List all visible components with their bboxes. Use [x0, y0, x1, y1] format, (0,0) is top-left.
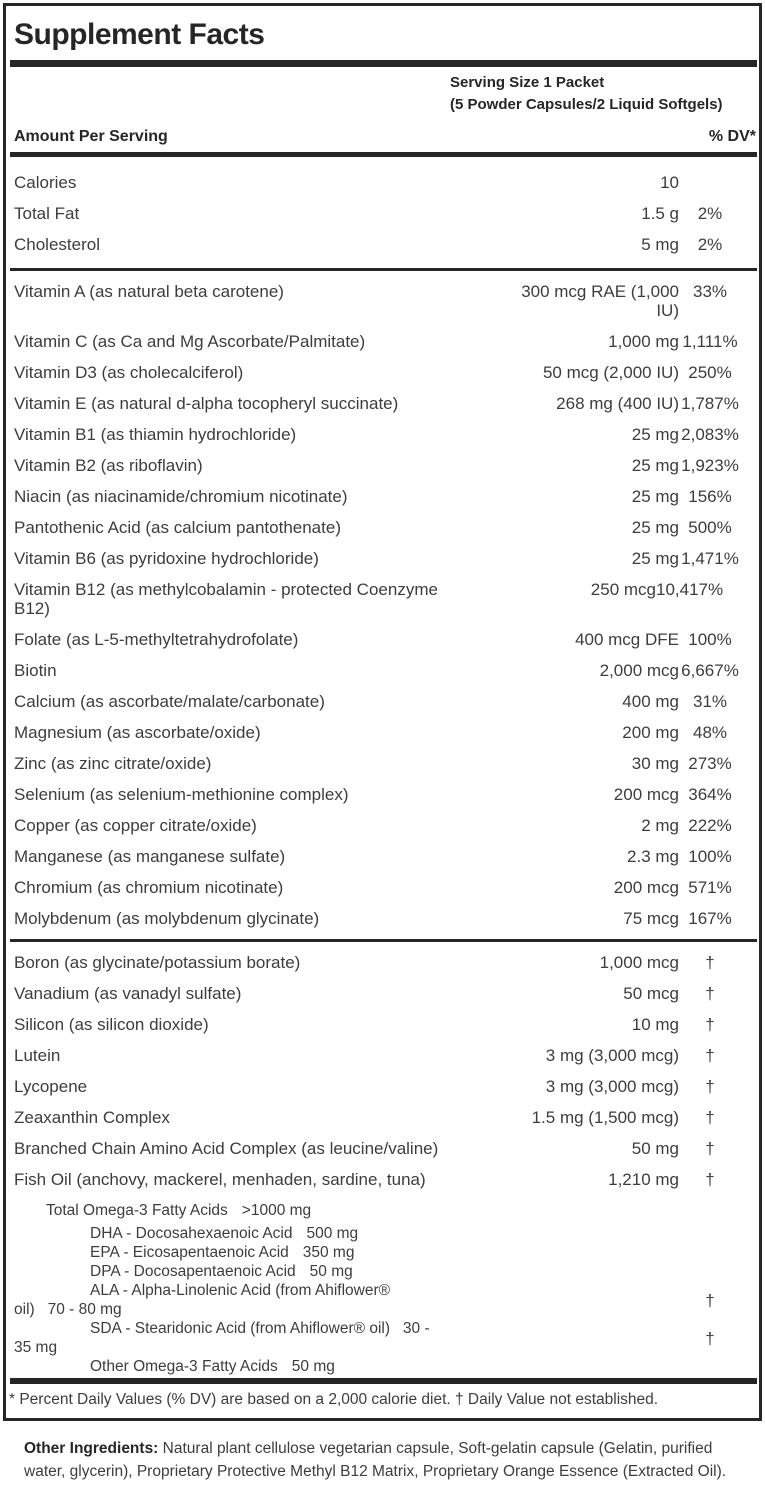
- nutrient-name: Vitamin B1 (as thiamin hydrochloride): [14, 425, 297, 444]
- nutrient-dv: 364%: [688, 785, 732, 804]
- nutrient-name: Vanadium (as vanadyl sulfate): [14, 984, 242, 1003]
- nutrient-name: Branched Chain Amino Acid Complex (as leucine/valine): [14, 1139, 439, 1158]
- table-row: [6, 326, 759, 357]
- divider-thick-top: [10, 60, 757, 67]
- nutrient-name: Biotin: [14, 661, 57, 680]
- omega3-item-row: [8, 1243, 741, 1262]
- table-row: [6, 481, 759, 512]
- nutrient-name: Zeaxanthin Complex: [14, 1108, 170, 1127]
- table-row: [6, 1164, 759, 1195]
- nutrient-amount: 50 mg: [631, 1139, 679, 1158]
- nutrient-name: Calcium (as ascorbate/malate/carbonate): [14, 692, 325, 711]
- table-row: [6, 198, 759, 229]
- nutrient-amount: 1,000 mcg: [599, 953, 679, 972]
- nutrient-dv: 2,083%: [681, 425, 739, 444]
- omega3-item-name: DPA - Docosapentaenoic Acid: [90, 1263, 296, 1280]
- nutrient-amount: 25 mg: [631, 425, 679, 444]
- omega3-ala-line1: ALA - Alpha-Linolenic Acid (from Ahiflower®: [90, 1282, 391, 1299]
- nutrient-dv: 273%: [688, 754, 732, 773]
- nutrient-dv: 2%: [697, 235, 723, 254]
- table-row: [6, 574, 759, 624]
- nutrient-dv: 100%: [688, 630, 732, 649]
- nutrient-name: Manganese (as manganese sulfate): [14, 847, 286, 866]
- nutrient-amount: 1,210 mg: [608, 1170, 679, 1189]
- omega3-total-row: [8, 1197, 741, 1224]
- nutrient-dv: 2%: [697, 204, 723, 223]
- nutrient-amount: 2,000 mcg: [599, 661, 679, 680]
- nutrient-name: Magnesium (as ascorbate/oxide): [14, 723, 261, 742]
- dv-footnote: * Percent Daily Values (% DV) are based on a 2,000 calorie diet. † Daily Value not established.: [9, 1391, 659, 1408]
- table-row: [6, 841, 759, 872]
- nutrient-dv: 100%: [688, 847, 732, 866]
- nutrient-amount: 75 mcg: [623, 909, 679, 928]
- table-row: [6, 276, 759, 326]
- nutrient-amount: 2.3 mg: [627, 847, 679, 866]
- table-row: [6, 357, 759, 388]
- macros-section: [6, 157, 759, 268]
- nutrient-amount: 400 mcg DFE: [575, 630, 679, 649]
- table-row: [6, 543, 759, 574]
- supplement-facts-panel: [3, 3, 762, 1421]
- nutrient-dv: 1,471%: [681, 549, 739, 568]
- no-dv-section: [6, 942, 759, 1195]
- nutrient-amount: 25 mg: [631, 487, 679, 506]
- omega3-ala-line2: oil) 70 - 80 mg: [14, 1301, 122, 1318]
- omega3-item-name: Other Omega-3 Fatty Acids: [90, 1358, 278, 1375]
- table-row: [6, 872, 759, 903]
- nutrient-dv: 167%: [688, 909, 732, 928]
- nutrient-dv: †: [705, 1170, 715, 1189]
- nutrient-dv: 1,787%: [681, 394, 739, 413]
- table-row: [6, 810, 759, 841]
- nutrient-name: Cholesterol: [14, 235, 100, 254]
- percent-dv-header: % DV*: [708, 128, 756, 145]
- table-row: [6, 686, 759, 717]
- nutrient-name: Total Fat: [14, 204, 80, 223]
- nutrient-name: Lycopene: [14, 1077, 88, 1096]
- nutrient-amount: 1,000 mg: [608, 332, 679, 351]
- nutrient-amount: 200 mcg: [613, 878, 679, 897]
- nutrient-name: Vitamin B12 (as methylcobalamin - protected Coenzyme B12): [14, 580, 438, 618]
- omega3-item-row: [8, 1224, 741, 1243]
- omega3-sda-row: [8, 1319, 741, 1357]
- nutrient-amount: 200 mcg: [613, 785, 679, 804]
- nutrient-amount: 3 mg (3,000 mcg): [545, 1046, 679, 1065]
- nutrient-name: Copper (as copper citrate/oxide): [14, 816, 257, 835]
- nutrient-name: Boron (as glycinate/potassium borate): [14, 953, 301, 972]
- omega3-item-amount: 500 mg: [306, 1225, 359, 1242]
- nutrient-amount: 2 mg: [641, 816, 679, 835]
- nutrient-name: Zinc (as zinc citrate/oxide): [14, 754, 212, 773]
- omega3-item-row: [8, 1262, 741, 1281]
- nutrient-name: Vitamin E (as natural d-alpha tocopheryl succinate): [14, 394, 399, 413]
- nutrient-dv: 250%: [688, 363, 732, 382]
- serving-size-block: [450, 67, 759, 119]
- table-row: [6, 947, 759, 978]
- omega3-sda-line2: 35 mg: [14, 1339, 58, 1356]
- nutrient-dv: 48%: [692, 723, 728, 742]
- nutrient-name: Vitamin C (as Ca and Mg Ascorbate/Palmitate): [14, 332, 366, 351]
- omega3-item-amount: 50 mg: [309, 1263, 353, 1280]
- nutrient-amount: 1.5 mg (1,500 mcg): [531, 1108, 679, 1127]
- nutrient-dv: 1,111%: [682, 332, 738, 351]
- nutrient-name: Fish Oil (anchovy, mackerel, menhaden, sardine, tuna): [14, 1170, 426, 1189]
- serving-size-line2: (5 Powder Capsules/2 Liquid Softgels): [450, 96, 723, 113]
- other-ingredients-label: Other Ingredients:: [24, 1440, 159, 1457]
- nutrient-amount: 25 mg: [631, 549, 679, 568]
- nutrient-amount: 400 mg: [622, 692, 679, 711]
- panel-title: Supplement Facts: [14, 18, 265, 51]
- nutrient-dv: †: [705, 1015, 715, 1034]
- nutrient-name: Niacin (as niacinamide/chromium nicotinate): [14, 487, 348, 506]
- table-row: [6, 167, 759, 198]
- table-row: [6, 717, 759, 748]
- nutrient-name: Vitamin D3 (as cholecalciferol): [14, 363, 244, 382]
- nutrient-name: Selenium (as selenium-methionine complex): [14, 785, 349, 804]
- nutrient-name: Pantothenic Acid (as calcium pantothenate): [14, 518, 341, 537]
- nutrient-amount: 300 mcg RAE (1,000 IU): [521, 282, 679, 320]
- nutrient-name: Vitamin A (as natural beta carotene): [14, 282, 284, 301]
- nutrient-name: Chromium (as chromium nicotinate): [14, 878, 284, 897]
- nutrient-amount: 10: [660, 173, 679, 192]
- omega3-total-label: Total Omega-3 Fatty Acids: [46, 1202, 228, 1219]
- table-row: [6, 1009, 759, 1040]
- omega3-item-row: [8, 1357, 741, 1376]
- table-row: [6, 903, 759, 934]
- nutrient-dv: 222%: [688, 816, 732, 835]
- omega3-item-amount: 50 mg: [291, 1358, 335, 1375]
- omega3-ala-row: [8, 1281, 741, 1319]
- nutrient-dv: †: [705, 1108, 715, 1127]
- nutrient-name: Vitamin B6 (as pyridoxine hydrochloride): [14, 549, 319, 568]
- table-row: [6, 388, 759, 419]
- nutrient-name: Molybdenum (as molybdenum glycinate): [14, 909, 320, 928]
- nutrient-amount: 50 mcg (2,000 IU): [542, 363, 679, 382]
- nutrient-name: Vitamin B2 (as riboflavin): [14, 456, 203, 475]
- nutrient-amount: 250 mcg: [590, 580, 656, 599]
- nutrient-dv: 31%: [692, 692, 728, 711]
- omega3-item-name: EPA - Eicosapentaenoic Acid: [90, 1244, 289, 1261]
- nutrient-amount: 268 mg (400 IU): [556, 394, 679, 413]
- table-row: [6, 1102, 759, 1133]
- table-row: [6, 779, 759, 810]
- omega3-breakdown: [6, 1195, 759, 1378]
- nutrient-amount: 3 mg (3,000 mcg): [545, 1077, 679, 1096]
- nutrient-amount: 25 mg: [631, 456, 679, 475]
- nutrient-dv: †: [705, 1077, 715, 1096]
- nutrient-amount: 10 mg: [631, 1015, 679, 1034]
- nutrient-dv: 156%: [688, 487, 732, 506]
- table-row: [6, 748, 759, 779]
- nutrient-dv: †: [705, 984, 715, 1003]
- table-row: [6, 1133, 759, 1164]
- table-row: [6, 1040, 759, 1071]
- nutrient-amount: 50 mcg: [623, 984, 679, 1003]
- nutrient-amount: 5 mg: [641, 235, 679, 254]
- nutrient-dv: 571%: [688, 878, 732, 897]
- omega3-ala-dv: †: [705, 1290, 715, 1310]
- nutrient-amount: 30 mg: [631, 754, 679, 773]
- omega3-sda-dv: †: [705, 1328, 715, 1348]
- vitamins-minerals-section: [6, 271, 759, 939]
- column-header-row: [6, 119, 759, 152]
- nutrient-name: Silicon (as silicon dioxide): [14, 1015, 209, 1034]
- nutrient-name: Folate (as L-5-methyltetrahydrofolate): [14, 630, 299, 649]
- table-row: [6, 1071, 759, 1102]
- omega3-total-amount: >1000 mg: [241, 1202, 312, 1219]
- nutrient-dv: †: [705, 1139, 715, 1158]
- nutrient-name: Calories: [14, 173, 77, 192]
- nutrient-dv: 500%: [688, 518, 732, 537]
- nutrient-amount: 25 mg: [631, 518, 679, 537]
- nutrient-dv: 1,923%: [681, 456, 739, 475]
- table-row: [6, 655, 759, 686]
- nutrient-name: Lutein: [14, 1046, 61, 1065]
- serving-size-line1: Serving Size 1 Packet: [450, 74, 605, 91]
- table-row: [6, 419, 759, 450]
- other-ingredients-text: Natural plant cellulose vegetarian capsule, Soft-gelatin capsule (Gelatin, purified water, glycerin), Proprietary Protective Methyl B12 Matrix, Proprietary Orange Essence (Extracted Oil).: [24, 1440, 727, 1480]
- table-row: [6, 978, 759, 1009]
- nutrient-dv: 10,417%: [656, 580, 724, 599]
- nutrient-amount: 200 mg: [622, 723, 679, 742]
- omega3-item-name: DHA - Docosahexaenoic Acid: [90, 1225, 293, 1242]
- nutrient-amount: 1.5 g: [641, 204, 679, 223]
- table-row: [6, 229, 759, 260]
- table-row: [6, 450, 759, 481]
- table-row: [6, 624, 759, 655]
- nutrient-dv: †: [705, 1046, 715, 1065]
- omega3-sda-line1: SDA - Stearidonic Acid (from Ahiflower® oil) 30 -: [90, 1320, 430, 1337]
- nutrient-dv: 6,667%: [681, 661, 739, 680]
- table-row: [6, 512, 759, 543]
- other-ingredients: [24, 1437, 740, 1483]
- nutrient-dv: †: [705, 953, 715, 972]
- nutrient-dv: 33%: [692, 282, 728, 301]
- omega3-item-amount: 350 mg: [302, 1244, 355, 1261]
- amount-per-serving-header: Amount Per Serving: [14, 128, 168, 145]
